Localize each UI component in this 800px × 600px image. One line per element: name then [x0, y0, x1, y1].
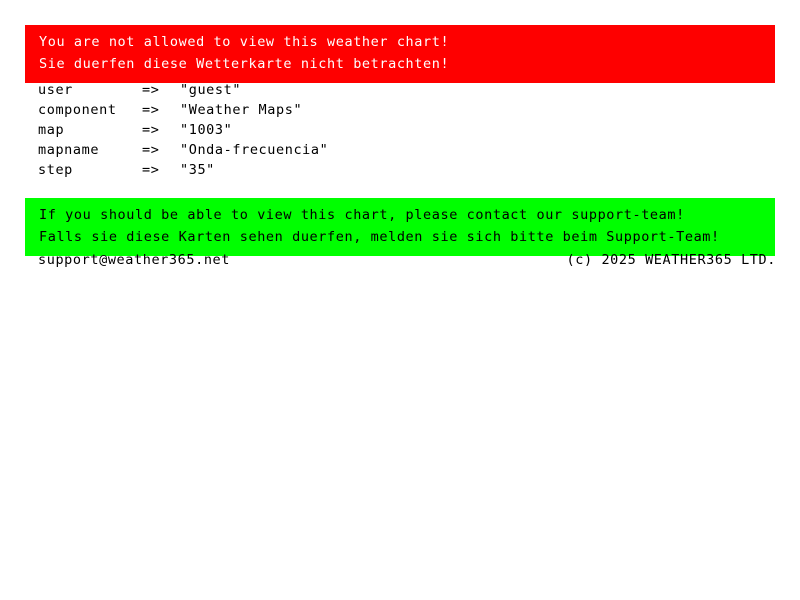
- parameter-value: "1003": [180, 122, 233, 138]
- parameter-arrow: =>: [142, 122, 160, 138]
- parameter-key: user: [38, 82, 73, 98]
- parameter-key: step: [38, 162, 73, 178]
- parameter-key: map: [38, 122, 65, 138]
- parameter-value: "35": [180, 162, 215, 178]
- parameter-row: [38, 80, 328, 100]
- info-banner: [25, 198, 775, 256]
- parameter-arrow: =>: [142, 142, 160, 158]
- parameter-arrow: =>: [142, 82, 160, 98]
- parameter-key: mapname: [38, 142, 100, 158]
- error-banner-line-de: Sie duerfen diese Wetterkarte nicht betrachten!: [39, 56, 450, 72]
- footer: [38, 250, 776, 270]
- parameter-value: "guest": [180, 82, 242, 98]
- parameter-key: component: [38, 102, 117, 118]
- info-banner-line-de: Falls sie diese Karten sehen duerfen, melden sie sich bitte beim Support-Team!: [39, 229, 720, 245]
- parameter-arrow: =>: [142, 102, 160, 118]
- error-banner-line-en: You are not allowed to view this weather chart!: [39, 34, 450, 50]
- parameter-row: [38, 140, 328, 160]
- parameter-value: "Weather Maps": [180, 102, 303, 118]
- parameter-row: [38, 160, 328, 180]
- parameter-arrow: =>: [142, 162, 160, 178]
- copyright-notice: (c) 2025 WEATHER365 LTD.: [566, 252, 776, 268]
- parameter-value: "Onda-frecuencia": [180, 142, 329, 158]
- info-banner-line-en: If you should be able to view this chart, please contact our support-team!: [39, 207, 685, 223]
- parameter-list: [38, 80, 328, 180]
- support-email[interactable]: support@weather365.net: [38, 252, 231, 268]
- parameter-row: [38, 100, 328, 120]
- error-banner: [25, 25, 775, 83]
- parameter-row: [38, 120, 328, 140]
